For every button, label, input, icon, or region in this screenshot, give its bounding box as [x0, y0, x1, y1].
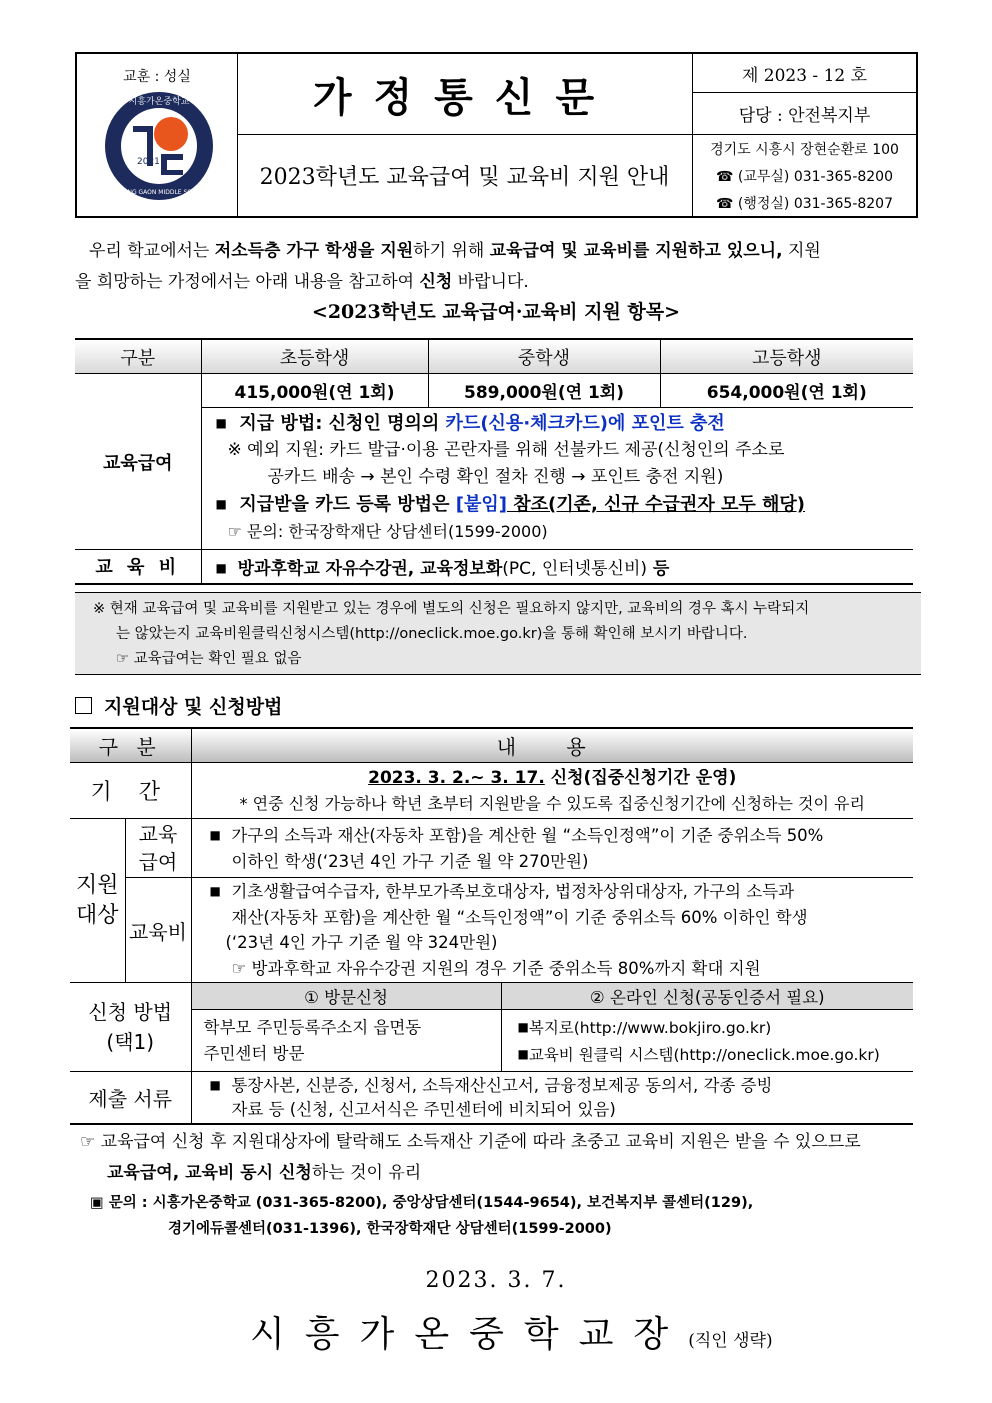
- visit-text: 학부모 주민등록주소지 읍면동: [203, 1017, 422, 1037]
- row-label-documents: 제출 서류: [70, 1072, 191, 1125]
- criteria-text: 이하인 학생(‘23년 4인 가구 기준 월 약 270만원): [231, 851, 589, 871]
- phone-admin-office: ☎ (행정실) 031-365-8207: [715, 196, 893, 212]
- column-header: 고등학생: [660, 339, 913, 374]
- target-edu-cost-details: [191, 878, 913, 983]
- bullet-icon: ■: [517, 1019, 529, 1034]
- department: 담당 : 안전복지부: [693, 92, 916, 135]
- tip-paragraph: [80, 1127, 861, 1189]
- bullet-icon: ■: [209, 884, 221, 898]
- online-link-oneclick[interactable]: 교육비 원클릭 시스템(http://oneclick.moe.go.kr): [528, 1045, 880, 1064]
- attachment-ref: [붙임]: [455, 494, 507, 515]
- table-row: [70, 878, 913, 983]
- sub-label-edu-cost: 교육비: [125, 878, 191, 983]
- documents-details: [191, 1072, 913, 1125]
- notice-box: [75, 592, 921, 675]
- online-link-bokjiro[interactable]: 복지로(http://www.bokjiro.go.kr): [528, 1018, 772, 1037]
- page-title: 가정통신문: [312, 73, 617, 121]
- sub-label-edu-benefit: 교육 급여: [125, 819, 191, 878]
- seal-note: (직인 생략): [688, 1331, 773, 1351]
- section2-heading: [75, 692, 282, 719]
- amount-high: 654,000원(연 1회): [660, 374, 913, 408]
- title-cell: [237, 54, 693, 135]
- edu-cost-details: [201, 550, 913, 584]
- target-edu-benefit-details: [191, 819, 913, 878]
- column-header: 내 용: [191, 728, 913, 763]
- intro-bold: 교육급여 및 교육비를 지원하고 있으니,: [489, 241, 783, 261]
- intro-bold: 저소득층 가구 학생을 지원: [214, 241, 414, 261]
- intro-bold: 신청: [419, 272, 453, 292]
- checkbox-square-icon: [75, 697, 92, 714]
- method-label: (택1): [106, 1030, 155, 1054]
- edu-cost-text: (PC, 인터넷통신비): [502, 558, 648, 579]
- register-text: 지급받을 카드 등록 방법은: [239, 494, 456, 515]
- school-address: 경기도 시흥시 장현순환로 100: [710, 142, 899, 158]
- row-label-target: 지원 대상: [70, 819, 125, 983]
- exception-line: 공카드 배송 → 본인 수령 확인 절차 진행 → 포인트 충전 지원): [267, 467, 724, 487]
- period-note: * 연중 신청 가능하나 학년 초부터 지원받을 수 있도록 집중신청기간에 신청하는 것이 유리: [239, 793, 865, 813]
- subtitle-cell: [237, 134, 693, 216]
- method-highlight: 카드(신용·체크카드)에 포인트 충전: [445, 413, 725, 434]
- support-items-table: [75, 338, 913, 585]
- table-row: [75, 374, 913, 408]
- bullet-icon: ■: [209, 827, 221, 842]
- logo-school-english: SIHEUNG GAON MIDDLE SCHOOL: [109, 189, 209, 196]
- header-box: [75, 52, 918, 218]
- principal-signature: [250, 1306, 773, 1357]
- issue-number: 제 2023 - 12 호: [693, 54, 916, 93]
- intro-paragraph: [75, 236, 925, 298]
- visit-details: [191, 1010, 501, 1072]
- tip-text: 하는 것이 유리: [311, 1163, 422, 1183]
- edu-cost-bold: 등: [647, 558, 670, 579]
- period-dates: 2023. 3. 2.~ 3. 17.: [368, 767, 545, 788]
- period-text: 신청(집중신청기간 운영): [544, 767, 737, 788]
- method-text: 지급 방법: 신청인 명의의: [239, 413, 446, 434]
- notice-line: 는 않았는지 교육비원클릭신청시스템(http://oneclick.moe.go.kr)을 통해 확인해 보시기 바랍니다.: [116, 626, 748, 642]
- intro-text: 을 희망하는 가정에서는 아래 내용을 참고하여: [75, 272, 420, 292]
- contact-line: ▣ 문의 : 시흥가온중학교 (031-365-8200), 중앙상담센터(1544-9654), 보건복지부 콜센터(129),: [90, 1195, 754, 1211]
- table-row: [70, 819, 913, 878]
- table-row: [70, 983, 913, 1010]
- table-row: [70, 763, 913, 819]
- notice-line: ☞ 교육급여는 확인 필요 없음: [116, 651, 302, 667]
- bullet-icon: ■: [215, 560, 227, 575]
- amount-elementary: 415,000원(연 1회): [201, 374, 428, 408]
- row-label-edu-benefit: 교육급여: [75, 374, 201, 550]
- contact-block: [90, 1190, 753, 1242]
- intro-text: 지원: [782, 241, 821, 261]
- phone-teacher-office: ☎ (교무실) 031-365-8200: [715, 169, 893, 185]
- bullet-icon: ■: [215, 416, 227, 430]
- column-header: 중학생: [428, 339, 660, 374]
- row-label-edu-cost: 교 육 비: [75, 550, 201, 584]
- online-details: [501, 1010, 913, 1072]
- criteria-text: 기초생활급여수급자, 한부모가족보호대상자, 법정차상위대상자, 가구의 소득과: [231, 882, 795, 901]
- logo-year: 2021: [137, 157, 160, 167]
- contact-line: 경기에듀콜센터(031-1396), 한국장학재단 상담센터(1599-2000): [168, 1221, 612, 1237]
- table-header-row: [70, 728, 913, 763]
- column-header: 구분: [75, 339, 201, 374]
- principal-name: 시흥가온중학교장: [250, 1314, 689, 1355]
- table-header-row: [75, 339, 913, 374]
- issue-date: 2023. 3. 7.: [425, 1268, 567, 1293]
- visit-text: 주민센터 방문: [203, 1043, 305, 1063]
- logo-cell: [77, 54, 238, 216]
- section2-title: 지원대상 및 신청방법: [104, 696, 283, 718]
- page-subtitle: 2023학년도 교육급여 및 교육비 지원 안내: [259, 164, 670, 190]
- amount-middle: 589,000원(연 1회): [428, 374, 660, 408]
- intro-text: 하기 위해: [413, 241, 490, 261]
- intro-text: 우리 학교에서는: [89, 241, 215, 261]
- visit-header: ① 방문신청: [191, 983, 501, 1010]
- edu-benefit-details: [201, 408, 913, 550]
- bullet-icon: ■: [517, 1046, 529, 1061]
- online-header: ② 온라인 신청(공동인증서 필요): [501, 983, 913, 1010]
- column-header: 초등학생: [201, 339, 428, 374]
- register-note: 참조(기존, 신규 수급권자 모두 해당): [506, 494, 806, 515]
- column-header: 구 분: [70, 728, 191, 763]
- school-logo: [103, 90, 215, 202]
- exception-line: ※ 예외 지원: 카드 발급·이용 곤란자를 위해 선불카드 제공(신청인의 주소로: [227, 440, 785, 460]
- criteria-note: ☞ 방과후학교 자유수강권 지원의 경우 기준 중위소득 80%까지 확대 지원: [231, 958, 761, 978]
- criteria-text: (‘23년 4인 가구 기준 월 약 324만원): [225, 933, 498, 952]
- table-row: [75, 408, 913, 550]
- edu-cost-bold: 방과후학교 자유수강권, 교육정보화: [237, 558, 503, 579]
- criteria-text: 가구의 소득과 재산(자동차 포함)을 계산한 월 “소득인정액”이 기준 중위소득 50%: [231, 825, 824, 845]
- table-row: [70, 1072, 913, 1125]
- table-row: [70, 1010, 913, 1072]
- tip-line: ☞ 교육급여 신청 후 지원대상자에 탈락해도 소득재산 기준에 따라 초중고 교육비 지원은 받을 수 있으므로: [80, 1132, 861, 1152]
- contact-info: [693, 134, 916, 216]
- criteria-text: 재산(자동차 포함)을 계산한 월 “소득인정액”이 기준 중위소득 60% 이하인 학생: [231, 907, 808, 927]
- documents-text: 자료 등 (신청, 신고서식은 주민센터에 비치되어 있음): [231, 1100, 616, 1119]
- row-label-period: 기 간: [70, 763, 191, 819]
- notice-line: ※ 현재 교육급여 및 교육비를 지원받고 있는 경우에 별도의 신청은 필요하지 않지만, 교육비의 경우 혹시 누락되지: [93, 601, 810, 617]
- application-table: [70, 727, 913, 1125]
- bullet-icon: ■: [209, 1078, 221, 1092]
- bullet-icon: ■: [215, 497, 227, 511]
- tip-bold: 교육급여, 교육비 동시 신청: [107, 1163, 312, 1183]
- table-row: [75, 550, 913, 584]
- inquiry-line: ☞ 문의: 한국장학재단 상담센터(1599-2000): [227, 522, 548, 541]
- method-label: 신청 방법: [88, 1000, 173, 1024]
- section1-title: <2023학년도 교육급여·교육비 지원 항목>: [311, 301, 681, 323]
- period-details: [191, 763, 913, 819]
- row-label-method: [70, 983, 191, 1072]
- documents-text: 통장사본, 신분증, 신청서, 소득재산신고서, 금융정보제공 동의서, 각종 증빙: [231, 1076, 773, 1095]
- school-motto: 교훈 : 성실: [123, 69, 191, 85]
- intro-text: 바랍니다.: [452, 272, 529, 292]
- logo-school-name: 시흥가온중학교: [128, 97, 190, 107]
